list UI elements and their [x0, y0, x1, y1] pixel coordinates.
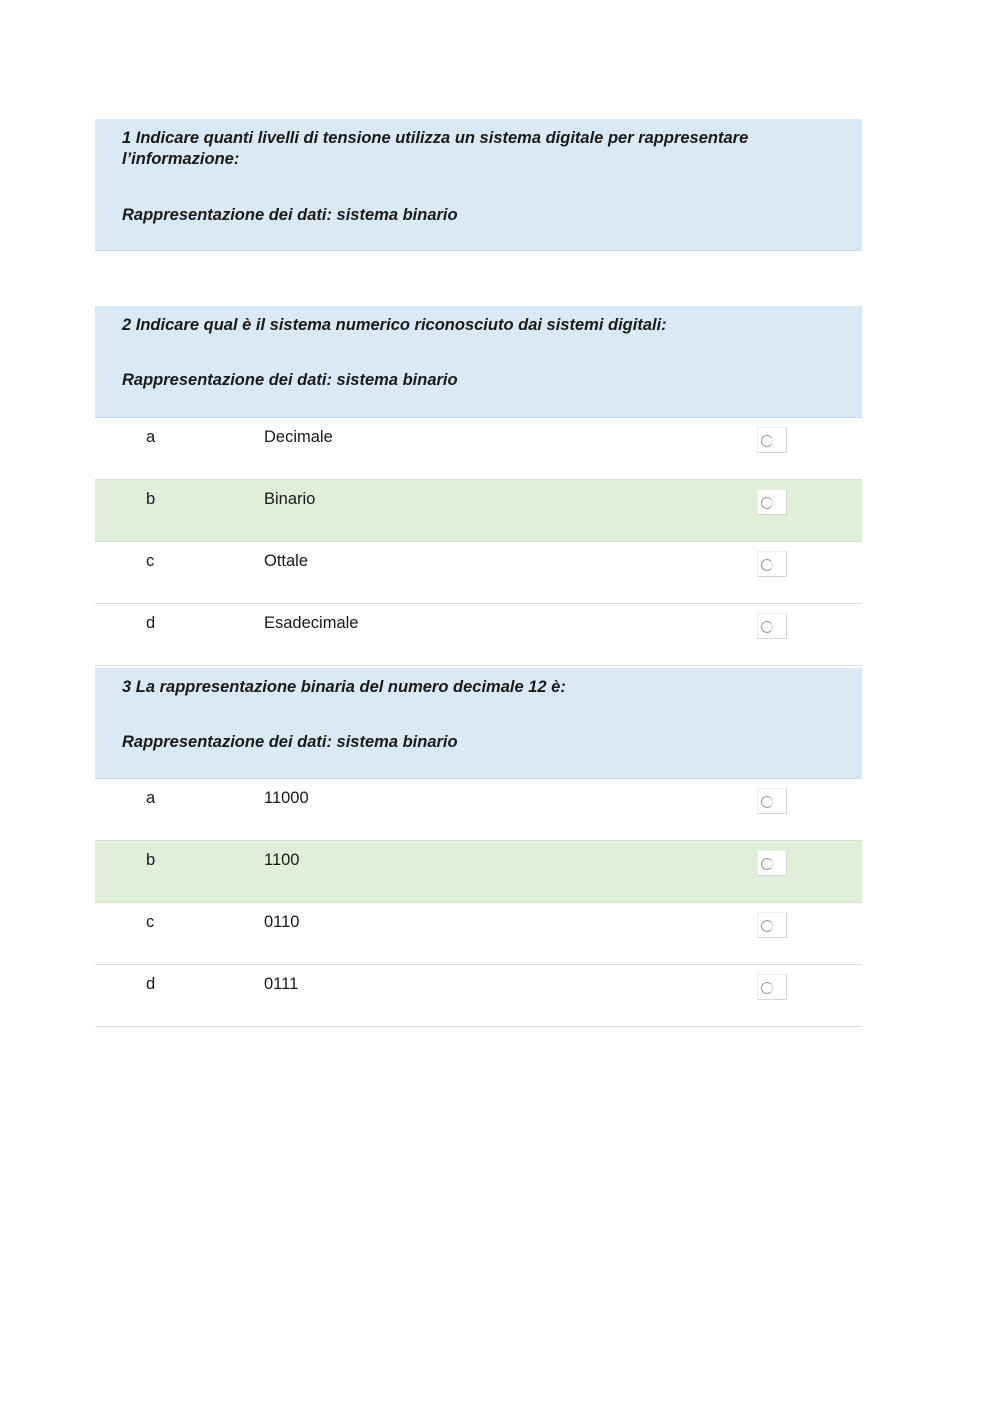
radio-button[interactable]: [757, 912, 787, 938]
answer-letter: b: [146, 490, 156, 508]
question-header: [95, 306, 862, 418]
radio-circle-icon: [761, 920, 773, 932]
answer-text: Decimale: [264, 428, 333, 446]
answer-text: Binario: [264, 490, 316, 508]
answer-text: Esadecimale: [264, 614, 359, 632]
question-1: [95, 119, 862, 251]
answer-option-c[interactable]: [95, 542, 862, 604]
answer-text: 0110: [264, 913, 300, 931]
answer-text: 11000: [264, 789, 309, 807]
answer-letter: a: [146, 428, 156, 446]
answer-option-d[interactable]: [95, 604, 862, 666]
radio-button[interactable]: [757, 850, 787, 876]
radio-button[interactable]: [757, 551, 787, 577]
answer-option-b[interactable]: [95, 480, 862, 542]
radio-circle-icon: [761, 796, 773, 808]
answer-option-c[interactable]: [95, 903, 862, 965]
question-header: [95, 668, 862, 779]
question-3: [95, 668, 862, 1027]
answer-option-a[interactable]: [95, 418, 862, 480]
question-text: 3 La rappresentazione binaria del numero decimale 12 è:: [122, 678, 566, 696]
question-topic: Rappresentazione dei dati: sistema binario: [122, 733, 458, 751]
question-2: [95, 306, 862, 666]
answer-text: Ottale: [264, 552, 309, 570]
radio-circle-icon: [761, 621, 773, 633]
radio-circle-icon: [761, 559, 773, 571]
radio-circle-icon: [761, 858, 773, 870]
question-topic: Rappresentazione dei dati: sistema binario: [122, 206, 458, 224]
answer-list: [95, 779, 862, 1027]
question-text: 1 Indicare quanti livelli di tensione utilizza un sistema digitale per rappresentare l’informazione:: [122, 129, 749, 168]
answer-letter: c: [146, 552, 155, 570]
answer-letter: d: [146, 975, 156, 993]
radio-button[interactable]: [757, 489, 787, 515]
radio-circle-icon: [761, 982, 773, 994]
radio-button[interactable]: [757, 427, 787, 453]
answer-option-a[interactable]: [95, 779, 862, 841]
answer-list: [95, 418, 862, 666]
answer-letter: c: [146, 913, 155, 931]
question-header: [95, 119, 862, 251]
question-text: 2 Indicare qual è il sistema numerico riconosciuto dai sistemi digitali:: [122, 316, 667, 334]
answer-text: 0111: [264, 975, 299, 993]
answer-option-d[interactable]: [95, 965, 862, 1027]
radio-circle-icon: [761, 497, 773, 509]
answer-option-b[interactable]: [95, 841, 862, 903]
answer-letter: d: [146, 614, 156, 632]
radio-button[interactable]: [757, 613, 787, 639]
radio-circle-icon: [761, 435, 773, 447]
question-topic: Rappresentazione dei dati: sistema binario: [122, 371, 458, 389]
radio-button[interactable]: [757, 974, 787, 1000]
radio-button[interactable]: [757, 788, 787, 814]
answer-text: 1100: [264, 851, 300, 869]
answer-letter: b: [146, 851, 156, 869]
answer-letter: a: [146, 789, 156, 807]
